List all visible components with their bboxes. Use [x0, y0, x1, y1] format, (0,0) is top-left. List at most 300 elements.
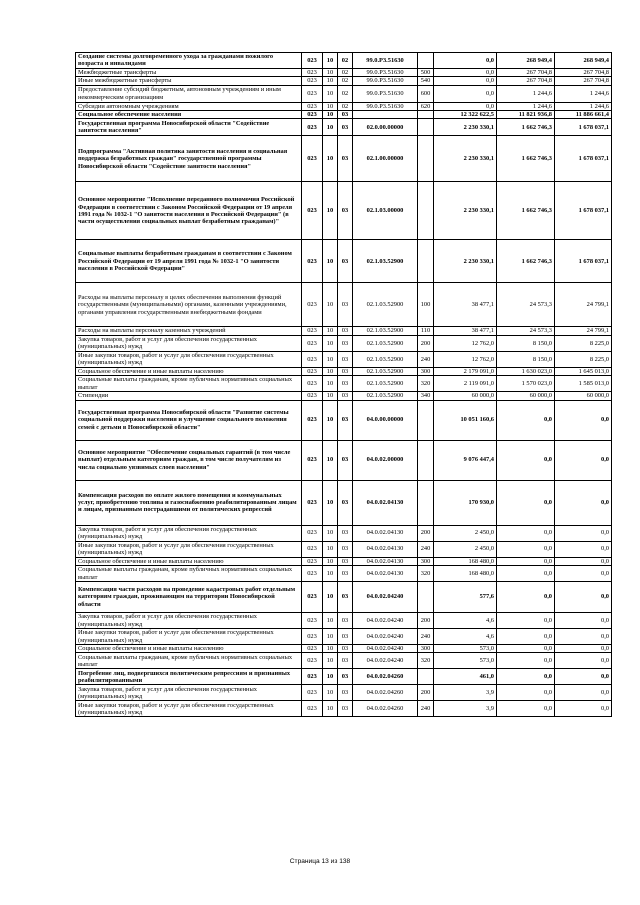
section-code-cell: 10: [323, 400, 338, 440]
amount-year3-cell: 0,0: [555, 582, 612, 613]
section-code-cell: 10: [323, 283, 338, 327]
table-row: [76, 376, 612, 392]
amount-year3-cell: 0,0: [555, 525, 612, 541]
row-name-cell: Погребение лиц, подвергшихся политическим репрессиям и признанных реабилитированными: [76, 669, 302, 685]
section-code-cell: 10: [323, 392, 338, 400]
ministry-code-cell: 023: [302, 102, 323, 110]
amount-year2-cell: 0,0: [497, 613, 555, 629]
amount-year3-cell: 267 704,8: [555, 68, 612, 76]
ministry-code-cell: 023: [302, 240, 323, 283]
row-name-cell: Социальное обеспечение и иные выплаты населению: [76, 645, 302, 653]
subsection-code-cell: 03: [338, 335, 353, 351]
section-code-cell: 10: [323, 367, 338, 375]
amount-year1-cell: 2 450,0: [434, 541, 497, 557]
amount-year2-cell: 0,0: [497, 701, 555, 717]
subsection-code-cell: 03: [338, 701, 353, 717]
subsection-code-cell: 03: [338, 541, 353, 557]
amount-year3-cell: 11 886 661,4: [555, 111, 612, 119]
table-row: [76, 111, 612, 119]
table-row: [76, 240, 612, 283]
amount-year1-cell: 0,0: [434, 85, 497, 102]
amount-year2-cell: 0,0: [497, 653, 555, 669]
subsection-code-cell: 02: [338, 102, 353, 110]
section-code-cell: 10: [323, 480, 338, 525]
subsection-code-cell: 02: [338, 68, 353, 76]
expense-type-cell: 240: [418, 701, 434, 717]
subsection-code-cell: 03: [338, 119, 353, 136]
expense-type-cell: 320: [418, 566, 434, 582]
table-row: [76, 77, 612, 85]
amount-year2-cell: 0,0: [497, 669, 555, 685]
amount-year3-cell: 1 678 037,1: [555, 240, 612, 283]
subsection-code-cell: 03: [338, 613, 353, 629]
expense-type-cell: 340: [418, 392, 434, 400]
section-code-cell: 10: [323, 669, 338, 685]
ministry-code-cell: 023: [302, 582, 323, 613]
target-article-cell: 04.0.02.04260: [353, 685, 418, 701]
row-name-cell: Основное мероприятие "Обеспечение социальных гарантий (в том числе выплат) отдельным категориям граждан, в том числе получателям из числа социально уязвимых слоев населения": [76, 440, 302, 480]
target-article-cell: 04.0.00.00000: [353, 400, 418, 440]
expense-type-cell: [418, 669, 434, 685]
amount-year1-cell: 170 930,0: [434, 480, 497, 525]
target-article-cell: 02.1.03.52900: [353, 351, 418, 367]
amount-year3-cell: 268 949,4: [555, 53, 612, 69]
table-row: [76, 400, 612, 440]
amount-year1-cell: 10 051 160,6: [434, 400, 497, 440]
amount-year1-cell: 2 230 330,1: [434, 240, 497, 283]
target-article-cell: 02.1.03.52900: [353, 376, 418, 392]
subsection-code-cell: 03: [338, 400, 353, 440]
amount-year2-cell: 24 573,3: [497, 283, 555, 327]
amount-year2-cell: 1 630 023,0: [497, 367, 555, 375]
section-code-cell: 10: [323, 102, 338, 110]
expense-type-cell: 200: [418, 613, 434, 629]
amount-year1-cell: 38 477,1: [434, 327, 497, 335]
section-code-cell: 10: [323, 653, 338, 669]
row-name-cell: Иные закупки товаров, работ и услуг для обеспечения государственных (муниципальных) нужд: [76, 629, 302, 645]
amount-year1-cell: 168 480,0: [434, 566, 497, 582]
amount-year2-cell: 0,0: [497, 582, 555, 613]
row-name-cell: Закупка товаров, работ и услуг для обеспечения государственных (муниципальных) нужд: [76, 613, 302, 629]
expense-type-cell: [418, 119, 434, 136]
ministry-code-cell: 023: [302, 440, 323, 480]
amount-year2-cell: 0,0: [497, 480, 555, 525]
amount-year1-cell: 2 450,0: [434, 525, 497, 541]
table-row: [76, 440, 612, 480]
subsection-code-cell: 03: [338, 629, 353, 645]
amount-year2-cell: 0,0: [497, 400, 555, 440]
expense-type-cell: [418, 111, 434, 119]
ministry-code-cell: 023: [302, 629, 323, 645]
amount-year3-cell: 1 678 037,1: [555, 136, 612, 182]
amount-year3-cell: 1 645 013,0: [555, 367, 612, 375]
amount-year2-cell: 267 704,8: [497, 68, 555, 76]
ministry-code-cell: 023: [302, 68, 323, 76]
section-code-cell: 10: [323, 557, 338, 565]
amount-year3-cell: 60 000,0: [555, 392, 612, 400]
row-name-cell: Иные закупки товаров, работ и услуг для обеспечения государственных (муниципальных) нужд: [76, 701, 302, 717]
section-code-cell: 10: [323, 582, 338, 613]
amount-year2-cell: 1 244,6: [497, 102, 555, 110]
amount-year1-cell: 12 762,0: [434, 335, 497, 351]
table-row: [76, 283, 612, 327]
section-code-cell: 10: [323, 335, 338, 351]
subsection-code-cell: 03: [338, 351, 353, 367]
row-name-cell: Государственная программа Новосибирской области "Содействие занятости населения": [76, 119, 302, 136]
subsection-code-cell: 03: [338, 136, 353, 182]
amount-year3-cell: 0,0: [555, 645, 612, 653]
ministry-code-cell: 023: [302, 557, 323, 565]
amount-year1-cell: 573,0: [434, 645, 497, 653]
target-article-cell: 02.1.03.52900: [353, 240, 418, 283]
amount-year2-cell: 0,0: [497, 440, 555, 480]
row-name-cell: Социальное обеспечение населения: [76, 111, 302, 119]
ministry-code-cell: 023: [302, 645, 323, 653]
amount-year1-cell: 0,0: [434, 53, 497, 69]
row-name-cell: Социальное обеспечение и иные выплаты населению: [76, 367, 302, 375]
amount-year1-cell: 2 230 330,1: [434, 182, 497, 240]
subsection-code-cell: 03: [338, 645, 353, 653]
amount-year3-cell: 0,0: [555, 440, 612, 480]
amount-year3-cell: 0,0: [555, 480, 612, 525]
table-row: [76, 566, 612, 582]
budget-table: [75, 52, 612, 717]
amount-year2-cell: 8 150,0: [497, 335, 555, 351]
amount-year1-cell: 2 230 330,1: [434, 119, 497, 136]
amount-year2-cell: 60 000,0: [497, 392, 555, 400]
subsection-code-cell: 03: [338, 653, 353, 669]
row-name-cell: Социальные выплаты гражданам, кроме публичных нормативных социальных выплат: [76, 376, 302, 392]
row-name-cell: Социальные выплаты гражданам, кроме публичных нормативных социальных выплат: [76, 653, 302, 669]
table-row: [76, 85, 612, 102]
table-row: [76, 701, 612, 717]
target-article-cell: 04.0.02.04130: [353, 541, 418, 557]
amount-year1-cell: 2 230 330,1: [434, 136, 497, 182]
section-code-cell: 10: [323, 376, 338, 392]
target-article-cell: 04.0.02.04240: [353, 613, 418, 629]
target-article-cell: 02.1.03.52900: [353, 335, 418, 351]
amount-year3-cell: 1 678 037,1: [555, 119, 612, 136]
amount-year3-cell: 0,0: [555, 541, 612, 557]
target-article-cell: 99.0.P3.51630: [353, 102, 418, 110]
table-row: [76, 136, 612, 182]
section-code-cell: 10: [323, 136, 338, 182]
target-article-cell: 02.1.03.52900: [353, 392, 418, 400]
subsection-code-cell: 03: [338, 669, 353, 685]
row-name-cell: Государственная программа Новосибирской области "Развитие системы социальной поддержки населения и улучшение социального положения семей с детьми в Новосибирской области": [76, 400, 302, 440]
amount-year1-cell: 168 480,0: [434, 557, 497, 565]
section-code-cell: 10: [323, 566, 338, 582]
ministry-code-cell: 023: [302, 111, 323, 119]
amount-year1-cell: 60 000,0: [434, 392, 497, 400]
ministry-code-cell: 023: [302, 685, 323, 701]
amount-year1-cell: 4,6: [434, 629, 497, 645]
amount-year2-cell: 8 150,0: [497, 351, 555, 367]
expense-type-cell: 300: [418, 645, 434, 653]
subsection-code-cell: 03: [338, 240, 353, 283]
amount-year1-cell: 0,0: [434, 102, 497, 110]
ministry-code-cell: 023: [302, 53, 323, 69]
subsection-code-cell: 03: [338, 327, 353, 335]
expense-type-cell: 110: [418, 327, 434, 335]
page-footer: [0, 858, 640, 865]
amount-year3-cell: 0,0: [555, 653, 612, 669]
section-code-cell: 10: [323, 119, 338, 136]
section-code-cell: 10: [323, 85, 338, 102]
subsection-code-cell: 03: [338, 111, 353, 119]
amount-year2-cell: 0,0: [497, 541, 555, 557]
section-code-cell: 10: [323, 111, 338, 119]
subsection-code-cell: 03: [338, 525, 353, 541]
amount-year3-cell: 1 585 013,0: [555, 376, 612, 392]
section-code-cell: 10: [323, 77, 338, 85]
row-name-cell: Расходы на выплаты персоналу в целях обеспечения выполнения функций государственными (муниципальными) органами, казенными учреждениями, органами управления государственными внебюджетными фондами: [76, 283, 302, 327]
ministry-code-cell: 023: [302, 480, 323, 525]
amount-year2-cell: 1 662 746,3: [497, 136, 555, 182]
subsection-code-cell: 03: [338, 480, 353, 525]
subsection-code-cell: 03: [338, 367, 353, 375]
row-name-cell: Иные межбюджетные трансферты: [76, 77, 302, 85]
amount-year1-cell: 2 179 091,0: [434, 367, 497, 375]
expense-type-cell: [418, 480, 434, 525]
target-article-cell: 04.0.02.04240: [353, 653, 418, 669]
amount-year1-cell: 4,6: [434, 613, 497, 629]
table-row: [76, 525, 612, 541]
amount-year2-cell: 1 244,6: [497, 85, 555, 102]
subsection-code-cell: 03: [338, 557, 353, 565]
subsection-code-cell: 03: [338, 182, 353, 240]
table-row: [76, 685, 612, 701]
table-row: [76, 669, 612, 685]
row-name-cell: Межбюджетные трансферты: [76, 68, 302, 76]
expense-type-cell: [418, 440, 434, 480]
row-name-cell: Подпрограмма "Активная политика занятости населения и социальная поддержка безработных граждан" государственной программы Новосибирской области "Содействие занятости населения": [76, 136, 302, 182]
ministry-code-cell: 023: [302, 77, 323, 85]
amount-year3-cell: 1 678 037,1: [555, 182, 612, 240]
target-article-cell: 04.0.02.04130: [353, 557, 418, 565]
row-name-cell: Закупка товаров, работ и услуг для обеспечения государственных (муниципальных) нужд: [76, 525, 302, 541]
expense-type-cell: 200: [418, 335, 434, 351]
expense-type-cell: [418, 53, 434, 69]
expense-type-cell: [418, 182, 434, 240]
amount-year3-cell: 0,0: [555, 685, 612, 701]
section-code-cell: 10: [323, 685, 338, 701]
subsection-code-cell: 03: [338, 392, 353, 400]
ministry-code-cell: 023: [302, 283, 323, 327]
amount-year1-cell: 573,0: [434, 653, 497, 669]
amount-year3-cell: 0,0: [555, 400, 612, 440]
row-name-cell: Создание системы долговременного ухода за гражданами пожилого возраста и инвалидами: [76, 53, 302, 69]
amount-year3-cell: 1 244,6: [555, 85, 612, 102]
table-row: [76, 182, 612, 240]
subsection-code-cell: 02: [338, 77, 353, 85]
target-article-cell: 04.0.02.04240: [353, 629, 418, 645]
row-name-cell: Основное мероприятие "Исполнение переданного полномочия Российской Федерации в соответствии с Законом Российской Федерации от 19 апреля 1991 года № 1032-1 "О занятости населения в Российской Федерации" (в части осуществления социальных выплат безработным гражданам)": [76, 182, 302, 240]
amount-year1-cell: 0,0: [434, 68, 497, 76]
ministry-code-cell: 023: [302, 392, 323, 400]
subsection-code-cell: 03: [338, 283, 353, 327]
ministry-code-cell: 023: [302, 376, 323, 392]
row-name-cell: Иные закупки товаров, работ и услуг для обеспечения государственных (муниципальных) нужд: [76, 351, 302, 367]
subsection-code-cell: 03: [338, 376, 353, 392]
amount-year2-cell: 0,0: [497, 566, 555, 582]
amount-year3-cell: 0,0: [555, 566, 612, 582]
target-article-cell: 04.0.02.04130: [353, 566, 418, 582]
amount-year2-cell: 268 949,4: [497, 53, 555, 69]
section-code-cell: 10: [323, 351, 338, 367]
amount-year3-cell: 1 244,6: [555, 102, 612, 110]
target-article-cell: 02.1.03.52900: [353, 327, 418, 335]
section-code-cell: 10: [323, 645, 338, 653]
ministry-code-cell: 023: [302, 525, 323, 541]
amount-year3-cell: 0,0: [555, 701, 612, 717]
ministry-code-cell: 023: [302, 351, 323, 367]
row-name-cell: Компенсация части расходов на проведение кадастровых работ отдельным категориям граждан, проживающим на территории Новосибирской области: [76, 582, 302, 613]
table-row: [76, 653, 612, 669]
expense-type-cell: 240: [418, 541, 434, 557]
table-row: [76, 335, 612, 351]
amount-year2-cell: 11 821 936,8: [497, 111, 555, 119]
target-article-cell: 99.0.P3.51630: [353, 77, 418, 85]
amount-year3-cell: 0,0: [555, 557, 612, 565]
amount-year1-cell: 3,9: [434, 685, 497, 701]
ministry-code-cell: 023: [302, 327, 323, 335]
amount-year3-cell: 24 799,1: [555, 283, 612, 327]
amount-year3-cell: 267 704,8: [555, 77, 612, 85]
subsection-code-cell: 03: [338, 582, 353, 613]
table-row: [76, 613, 612, 629]
expense-type-cell: 200: [418, 525, 434, 541]
target-article-cell: 04.0.02.04240: [353, 645, 418, 653]
amount-year2-cell: 0,0: [497, 645, 555, 653]
ministry-code-cell: 023: [302, 566, 323, 582]
expense-type-cell: [418, 400, 434, 440]
section-code-cell: 10: [323, 53, 338, 69]
amount-year2-cell: 1 570 023,0: [497, 376, 555, 392]
amount-year2-cell: 1 662 746,3: [497, 240, 555, 283]
ministry-code-cell: 023: [302, 136, 323, 182]
row-name-cell: Предоставление субсидий бюджетным, автономным учреждениям и иным некоммерческим организациям: [76, 85, 302, 102]
row-name-cell: Расходы на выплаты персоналу казенных учреждений: [76, 327, 302, 335]
section-code-cell: 10: [323, 701, 338, 717]
amount-year3-cell: 0,0: [555, 629, 612, 645]
section-code-cell: 10: [323, 629, 338, 645]
ministry-code-cell: 023: [302, 400, 323, 440]
table-row: [76, 480, 612, 525]
target-article-cell: 99.0.P3.51630: [353, 68, 418, 76]
expense-type-cell: 200: [418, 685, 434, 701]
row-name-cell: Социальное обеспечение и иные выплаты населению: [76, 557, 302, 565]
ministry-code-cell: 023: [302, 119, 323, 136]
amount-year1-cell: 9 076 447,4: [434, 440, 497, 480]
section-code-cell: 10: [323, 440, 338, 480]
amount-year3-cell: 0,0: [555, 669, 612, 685]
subsection-code-cell: 03: [338, 685, 353, 701]
expense-type-cell: 540: [418, 77, 434, 85]
row-name-cell: Стипендии: [76, 392, 302, 400]
amount-year2-cell: 0,0: [497, 525, 555, 541]
expense-type-cell: 600: [418, 85, 434, 102]
table-row: [76, 392, 612, 400]
amount-year2-cell: 0,0: [497, 629, 555, 645]
section-code-cell: 10: [323, 182, 338, 240]
row-name-cell: Закупка товаров, работ и услуг для обеспечения государственных (муниципальных) нужд: [76, 685, 302, 701]
amount-year2-cell: 267 704,8: [497, 77, 555, 85]
amount-year1-cell: 12 762,0: [434, 351, 497, 367]
amount-year3-cell: 8 225,0: [555, 351, 612, 367]
ministry-code-cell: 023: [302, 613, 323, 629]
expense-type-cell: 240: [418, 629, 434, 645]
target-article-cell: 99.0.P3.51630: [353, 85, 418, 102]
table-row: [76, 53, 612, 69]
target-article-cell: 04.0.02.04240: [353, 582, 418, 613]
target-article-cell: 02.1.03.52900: [353, 367, 418, 375]
section-code-cell: 10: [323, 541, 338, 557]
target-article-cell: 02.1.03.52900: [353, 283, 418, 327]
table-row: [76, 327, 612, 335]
expense-type-cell: 500: [418, 68, 434, 76]
amount-year2-cell: 1 662 746,3: [497, 119, 555, 136]
expense-type-cell: 320: [418, 376, 434, 392]
amount-year2-cell: 0,0: [497, 685, 555, 701]
target-article-cell: [353, 111, 418, 119]
expense-type-cell: 620: [418, 102, 434, 110]
amount-year2-cell: 0,0: [497, 557, 555, 565]
ministry-code-cell: 023: [302, 701, 323, 717]
expense-type-cell: 300: [418, 367, 434, 375]
ministry-code-cell: 023: [302, 653, 323, 669]
amount-year3-cell: 0,0: [555, 613, 612, 629]
section-code-cell: 10: [323, 68, 338, 76]
amount-year1-cell: 0,0: [434, 77, 497, 85]
amount-year1-cell: 577,6: [434, 582, 497, 613]
table-row: [76, 119, 612, 136]
row-name-cell: Закупка товаров, работ и услуг для обеспечения государственных (муниципальных) нужд: [76, 335, 302, 351]
amount-year3-cell: 8 225,0: [555, 335, 612, 351]
subsection-code-cell: 02: [338, 85, 353, 102]
ministry-code-cell: 023: [302, 85, 323, 102]
subsection-code-cell: 03: [338, 440, 353, 480]
amount-year1-cell: 2 119 091,0: [434, 376, 497, 392]
target-article-cell: 04.0.02.04260: [353, 701, 418, 717]
table-row: [76, 557, 612, 565]
ministry-code-cell: 023: [302, 335, 323, 351]
amount-year1-cell: 12 322 622,5: [434, 111, 497, 119]
target-article-cell: 04.0.02.04260: [353, 669, 418, 685]
table-row: [76, 102, 612, 110]
ministry-code-cell: 023: [302, 669, 323, 685]
expense-type-cell: 240: [418, 351, 434, 367]
target-article-cell: 04.0.02.04130: [353, 480, 418, 525]
subsection-code-cell: 03: [338, 566, 353, 582]
amount-year1-cell: 461,0: [434, 669, 497, 685]
expense-type-cell: 320: [418, 653, 434, 669]
section-code-cell: 10: [323, 613, 338, 629]
expense-type-cell: 100: [418, 283, 434, 327]
amount-year2-cell: 24 573,3: [497, 327, 555, 335]
ministry-code-cell: 023: [302, 367, 323, 375]
amount-year2-cell: 1 662 746,3: [497, 182, 555, 240]
table-row: [76, 645, 612, 653]
expense-type-cell: [418, 136, 434, 182]
row-name-cell: Иные закупки товаров, работ и услуг для обеспечения государственных (муниципальных) нужд: [76, 541, 302, 557]
section-code-cell: 10: [323, 327, 338, 335]
page-number-label: Страница 13 из 138: [289, 858, 351, 865]
row-name-cell: Субсидии автономным учреждениям: [76, 102, 302, 110]
amount-year1-cell: 3,9: [434, 701, 497, 717]
expense-type-cell: [418, 240, 434, 283]
target-article-cell: 02.1.00.00000: [353, 136, 418, 182]
